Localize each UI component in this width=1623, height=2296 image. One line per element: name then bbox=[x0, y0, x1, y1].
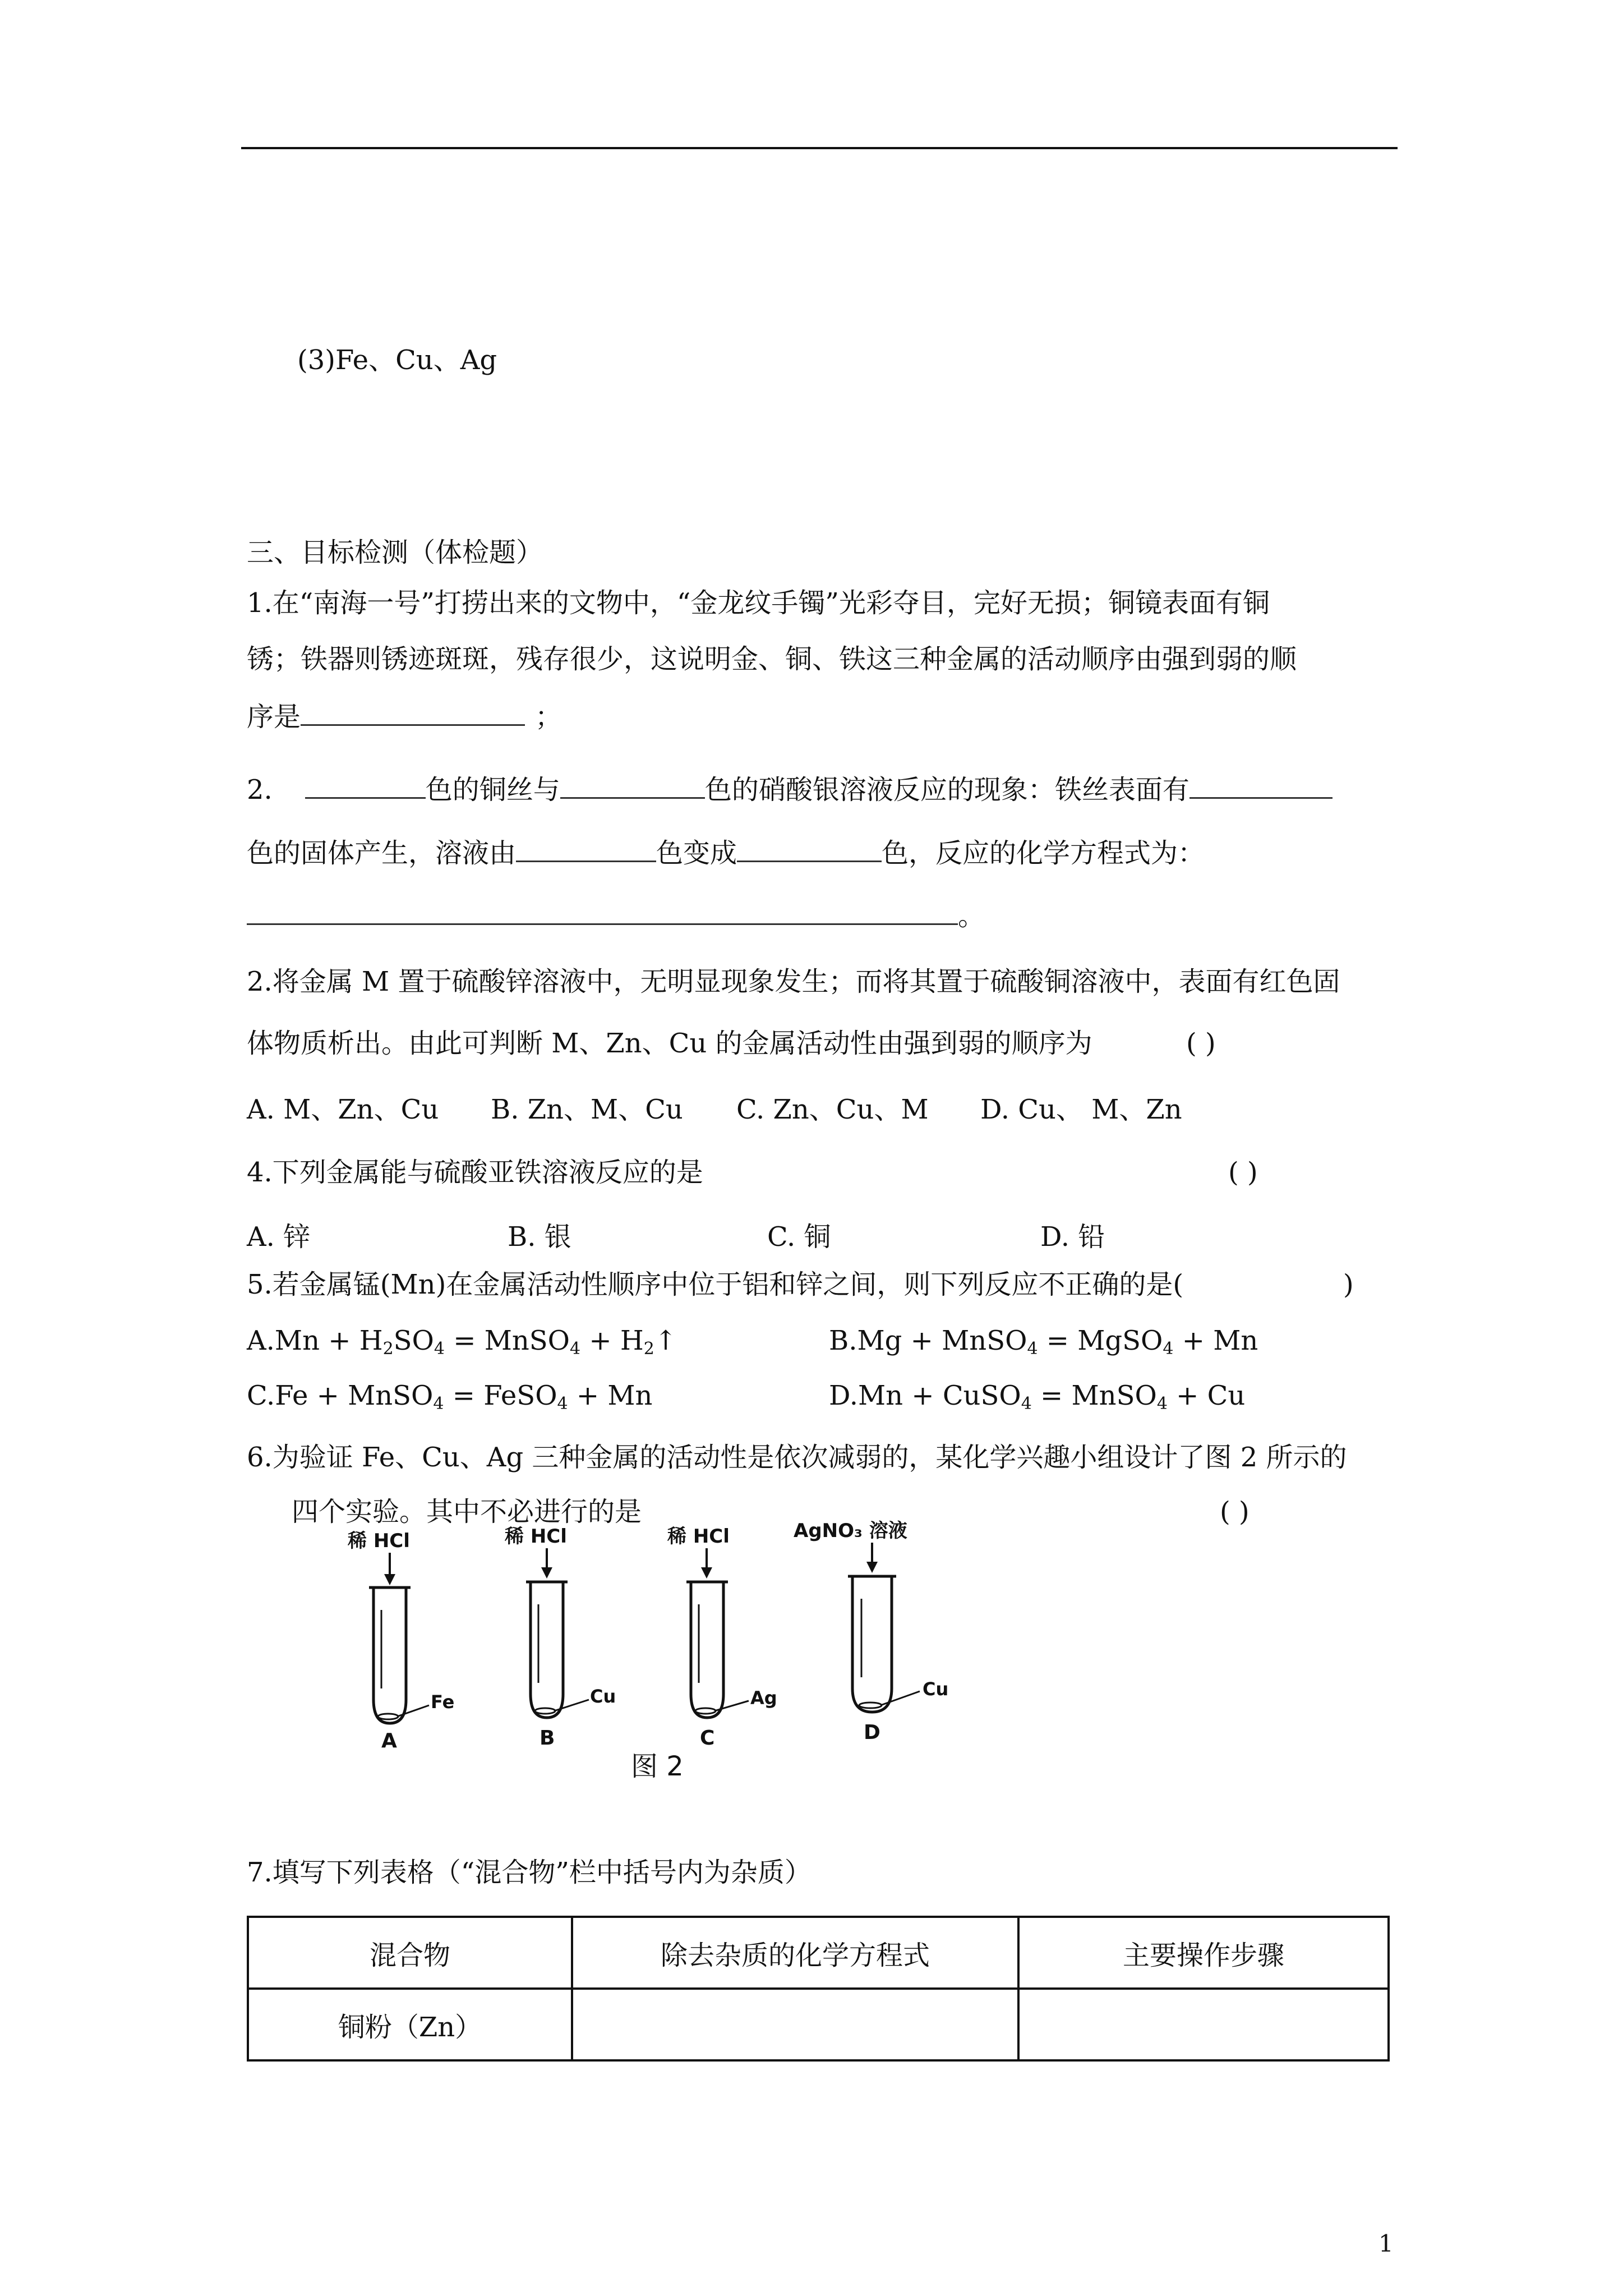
q2a-text4: 色变成 bbox=[656, 838, 737, 869]
q2a-end: 。 bbox=[958, 900, 985, 932]
table-header-cell: 混合物 bbox=[248, 1917, 572, 1989]
metal-label: Fe bbox=[431, 1691, 455, 1713]
header-rule bbox=[241, 147, 1398, 149]
q7-line: 7.填写下列表格（“混合物”栏中括号内为杂质） bbox=[247, 1857, 811, 1888]
q4-option-c: C. 铜 bbox=[767, 1221, 831, 1253]
metal-label: Cu bbox=[590, 1686, 616, 1707]
answer-table bbox=[247, 1916, 1390, 2062]
q1-line3-suffix: ； bbox=[535, 701, 562, 733]
q2b-option-b: B. Zn、M、Cu bbox=[491, 1094, 683, 1125]
page-number: 1 bbox=[1378, 2230, 1394, 2257]
reagent-label: AgNO₃ 溶液 bbox=[794, 1520, 907, 1542]
q2b-answer-paren[interactable]: ( ) bbox=[1186, 1028, 1216, 1059]
answer-blank[interactable] bbox=[301, 698, 525, 726]
q2b-option-a: A. M、Zn、Cu bbox=[247, 1094, 439, 1125]
q1-line1: 1.在“南海一号”打捞出来的文物中，“金龙纹手镯”光彩夺目，完好无损；铜镜表面有铜 bbox=[247, 587, 1270, 619]
metal-label: Cu bbox=[923, 1678, 949, 1700]
q4-option-a: A. 锌 bbox=[247, 1221, 311, 1253]
q4-option-d: D. 铅 bbox=[1040, 1221, 1105, 1253]
q1-line3 bbox=[247, 698, 562, 734]
tube-d bbox=[794, 1520, 948, 1744]
tube-label: B bbox=[540, 1727, 555, 1750]
test-tube-figure bbox=[336, 1520, 1032, 1778]
gas-arrow-icon: ↑ bbox=[654, 1325, 677, 1356]
reagent-label: 稀 HCl bbox=[348, 1530, 410, 1552]
q2b-line1: 2.将金属 M 置于硫酸锌溶液中，无明显现象发生；而将其置于硫酸铜溶液中，表面有红色固 bbox=[247, 966, 1340, 997]
q2a-text1: 色的铜丝与 bbox=[425, 774, 560, 806]
tube-label: A bbox=[381, 1729, 397, 1752]
previous-item-text: (3)Fe、Cu、Ag bbox=[297, 344, 497, 376]
figure-caption: 图 2 bbox=[631, 1751, 684, 1778]
q1-line3-prefix: 序是 bbox=[247, 701, 301, 733]
q2a-text3: 色的固体产生，溶液由 bbox=[247, 838, 517, 869]
reagent-label: 稀 HCl bbox=[505, 1525, 567, 1548]
tube-c bbox=[667, 1525, 777, 1750]
table-row bbox=[248, 1989, 1389, 2060]
q1-line2: 锈；铁器则锈迹斑斑，残存很少，这说明金、铜、铁这三种金属的活动顺序由强到弱的顺 bbox=[247, 643, 1297, 675]
metal-label: Ag bbox=[750, 1687, 777, 1709]
answer-blank[interactable] bbox=[516, 835, 656, 862]
table-header-row bbox=[248, 1917, 1389, 1989]
answer-blank[interactable] bbox=[1189, 771, 1332, 799]
section-title: 三、目标检测（体检题） bbox=[247, 537, 543, 568]
q5-option-a: $A.Mn + H_2SO_4$ = MnSO$_4$ + $H_2↑$ bbox=[247, 1325, 677, 1359]
q4-answer-paren[interactable]: ( ) bbox=[1228, 1157, 1258, 1188]
tube-label: D bbox=[864, 1721, 880, 1744]
q6-line2: 四个实验。其中不必进行的是 bbox=[292, 1496, 642, 1527]
q2a-line1 bbox=[247, 771, 1332, 807]
steps-cell[interactable] bbox=[1018, 1989, 1389, 2060]
q2b-line2: 体物质析出。由此可判断 M、Zn、Cu 的金属活动性由强到弱的顺序为 bbox=[247, 1028, 1092, 1059]
reagent-label: 稀 HCl bbox=[667, 1525, 730, 1548]
q5-option-c: C.Fe + MnSO$_4$ = FeSO$_4$ + Mn bbox=[247, 1380, 653, 1414]
q5-option-d: D.Mn + CuSO$_4$ = MnSO$_4$ + Cu bbox=[829, 1380, 1246, 1414]
q4-line: 4.下列金属能与硫酸亚铁溶液反应的是 bbox=[247, 1157, 703, 1188]
tube-a bbox=[347, 1530, 454, 1752]
table-header-cell: 主要操作步骤 bbox=[1018, 1917, 1389, 1989]
mixture-cell: 铜粉（Zn） bbox=[248, 1989, 572, 2060]
q6-line1: 6.为验证 Fe、Cu、Ag 三种金属的活动性是依次减弱的，某化学兴趣小组设计了图 2 所示的 bbox=[247, 1442, 1347, 1473]
tube-label: C bbox=[700, 1727, 715, 1750]
q2a-line3 bbox=[247, 898, 985, 933]
q2a-text2: 色的硝酸银溶液反应的现象：铁丝表面有 bbox=[704, 774, 1189, 806]
equation-cell[interactable] bbox=[572, 1989, 1018, 2060]
q5-paren-close: ) bbox=[1343, 1269, 1354, 1300]
q2a-line2 bbox=[247, 835, 1205, 870]
q2a-text5: 色，反应的化学方程式为： bbox=[882, 838, 1205, 869]
q2a-number: 2. bbox=[247, 774, 273, 806]
q5-line: 5.若金属锰(Mn)在金属活动性顺序中位于铝和锌之间，则下列反应不正确的是( bbox=[247, 1269, 1184, 1300]
answer-blank[interactable] bbox=[305, 771, 426, 799]
q4-option-b: B. 银 bbox=[508, 1221, 571, 1253]
answer-blank[interactable] bbox=[737, 835, 882, 862]
equation-blank[interactable] bbox=[247, 898, 958, 925]
table-header-cell: 除去杂质的化学方程式 bbox=[572, 1917, 1018, 1989]
tube-b bbox=[504, 1525, 616, 1750]
q5-option-b: B.Mg + MnSO$_4$ = MgSO$_4$ + Mn bbox=[829, 1325, 1258, 1359]
q2b-option-c: C. Zn、Cu、M bbox=[736, 1094, 929, 1125]
q2b-option-d: D. Cu、 M、Zn bbox=[980, 1094, 1182, 1125]
q6-answer-paren[interactable]: ( ) bbox=[1220, 1496, 1249, 1527]
answer-blank[interactable] bbox=[560, 771, 705, 799]
